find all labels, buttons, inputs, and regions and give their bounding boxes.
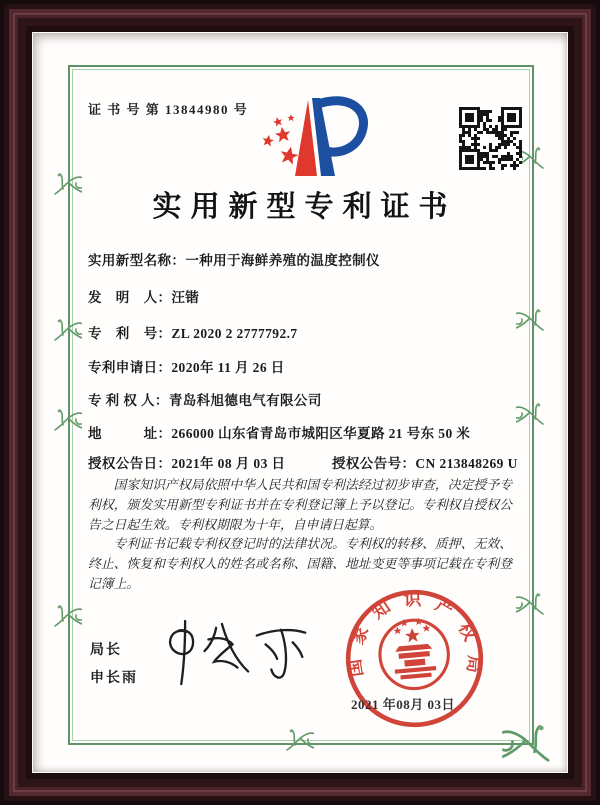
- field-filing-date: [88, 356, 285, 376]
- field-patentee: [88, 389, 322, 409]
- legal-paragraph: 国家知识产权局依照中华人民共和国专利法经过初步审查，决定授予专利权，颁发实用新型专利证书并在专利登记簿上予以登记。专利权自授权公告之日起生效。专利权期限为十年，自申请日起算。: [88, 478, 512, 532]
- qr-code: [459, 107, 522, 170]
- field-label: 授权公告日：: [88, 456, 172, 471]
- field-value: ZL 2020 2 2777792.7: [171, 326, 298, 341]
- field-value: 2020年 11 月 26 日: [171, 360, 285, 375]
- legal-paragraph: 专利证书记载专利权登记时的法律状况。专利权的转移、质押、无效、终止、恢复和专利权人的姓名或名称、国籍、地址变更等事项记载在专利登记簿上。: [88, 537, 512, 591]
- field-value: 266000 山东省青岛市城阳区华夏路 21 号东 50 米: [171, 426, 471, 441]
- vine-flourish-icon: [54, 318, 82, 344]
- vine-flourish-icon: [516, 308, 544, 334]
- field-name: [88, 249, 380, 269]
- commissioner-name: 申长雨: [90, 671, 138, 686]
- field-patent-no: [88, 322, 298, 342]
- vine-flourish-icon: [502, 723, 550, 767]
- field-label: 地 址：: [88, 426, 172, 441]
- commissioner-title: 局长: [90, 643, 122, 658]
- certificate-number: 证 书 号 第 13844980 号: [88, 102, 249, 117]
- vine-flourish-icon: [516, 592, 544, 618]
- grant-number: [332, 452, 518, 472]
- cnipa-logo-icon: [245, 92, 370, 180]
- legal-text: [88, 476, 512, 595]
- seal-org-text: 国家知识产权局: [344, 588, 485, 679]
- field-label: 专利申请日：: [88, 360, 172, 375]
- vine-flourish-icon: [54, 604, 82, 630]
- seal-date: 2021 年08月 03日: [351, 697, 456, 712]
- field-inventor: [88, 286, 199, 306]
- national-emblem-icon: [377, 615, 451, 691]
- vine-flourish-icon: [286, 728, 314, 754]
- field-label: 实用新型名称：: [88, 253, 186, 268]
- grant-date: [88, 456, 285, 471]
- field-value: 2021年 08 月 03 日: [171, 456, 286, 471]
- field-value: CN 213848269 U: [415, 456, 518, 471]
- field-value: 汪锴: [171, 290, 200, 305]
- field-value: 一种用于海鲜养殖的温度控制仪: [185, 253, 380, 268]
- vine-flourish-icon: [54, 408, 82, 434]
- field-label: 授权公告号：: [332, 456, 416, 471]
- certificate-title: 实用新型专利证书: [152, 191, 457, 223]
- field-label: 发 明 人：: [88, 290, 172, 305]
- field-value: 青岛科旭德电气有限公司: [168, 393, 322, 408]
- field-address: [88, 422, 470, 442]
- vine-flourish-icon: [516, 402, 544, 428]
- field-label: 专 利 权 人：: [88, 393, 169, 408]
- signature: [158, 614, 313, 694]
- field-label: 专 利 号：: [88, 326, 172, 341]
- field-grant: [88, 452, 518, 472]
